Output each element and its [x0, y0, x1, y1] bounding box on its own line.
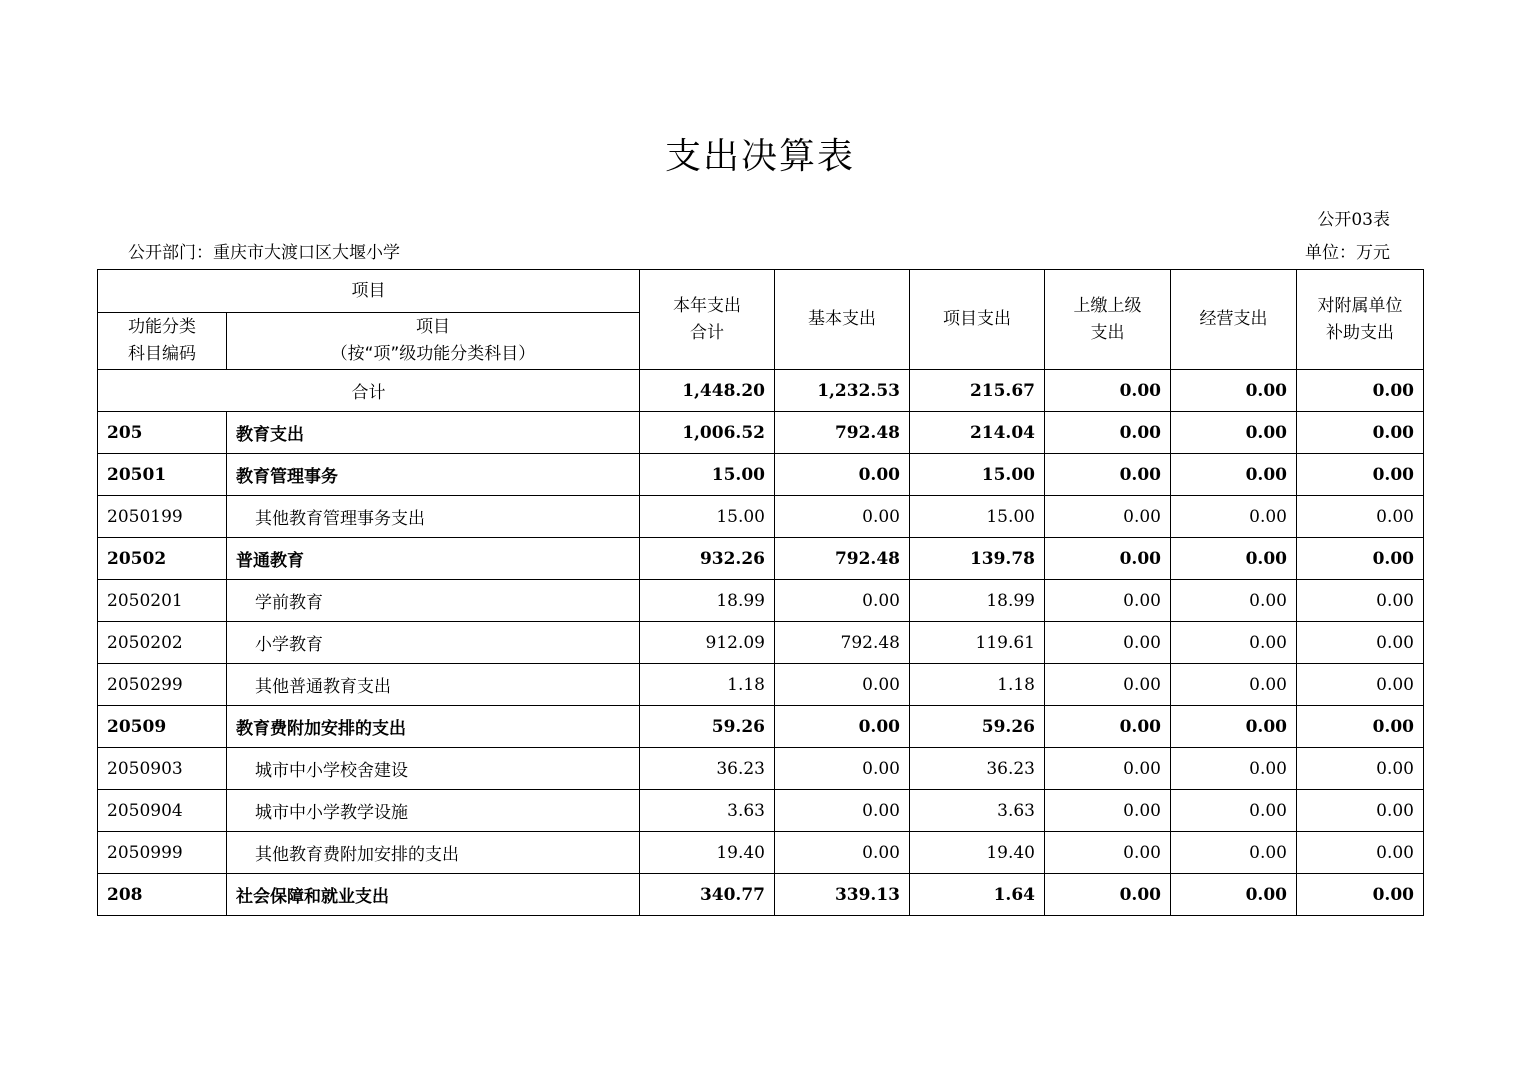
page-title: 支出决算表 [664, 136, 855, 177]
row-value: 0.00 [775, 664, 910, 706]
table-row [98, 832, 1424, 874]
header-item-group: 项目 [98, 270, 640, 313]
table-row [98, 580, 1424, 622]
table-row [98, 538, 1424, 580]
row-value: 0.00 [1045, 538, 1171, 580]
row-value: 3.63 [910, 790, 1045, 832]
table-row [98, 412, 1424, 454]
row-value: 0.00 [1045, 706, 1171, 748]
row-value: 0.00 [775, 832, 910, 874]
row-name: 社会保障和就业支出 [227, 874, 640, 916]
row-value: 0.00 [775, 496, 910, 538]
row-value: 0.00 [1045, 748, 1171, 790]
row-value: 19.40 [640, 832, 775, 874]
row-value: 0.00 [775, 454, 910, 496]
row-value: 0.00 [1045, 874, 1171, 916]
row-code: 20501 [98, 454, 227, 496]
form-number: 公开03表 [1317, 210, 1390, 230]
row-value: 15.00 [910, 496, 1045, 538]
row-value: 0.00 [1171, 412, 1297, 454]
row-value: 0.00 [1297, 538, 1424, 580]
total-row [98, 370, 1424, 412]
table-row [98, 706, 1424, 748]
row-value: 0.00 [775, 706, 910, 748]
row-value: 0.00 [1171, 664, 1297, 706]
total-value: 0.00 [1171, 370, 1297, 412]
row-name: 其他教育费附加安排的支出 [227, 832, 640, 874]
row-value: 792.48 [775, 538, 910, 580]
row-value: 0.00 [1297, 790, 1424, 832]
row-value: 36.23 [910, 748, 1045, 790]
row-value: 0.00 [1297, 748, 1424, 790]
row-value: 18.99 [910, 580, 1045, 622]
row-value: 0.00 [1171, 622, 1297, 664]
row-value: 0.00 [1045, 580, 1171, 622]
row-value: 0.00 [1171, 454, 1297, 496]
row-value: 0.00 [1045, 664, 1171, 706]
row-value: 0.00 [1297, 622, 1424, 664]
row-value: 1.64 [910, 874, 1045, 916]
row-value: 0.00 [1045, 622, 1171, 664]
row-name: 其他普通教育支出 [227, 664, 640, 706]
table-row [98, 790, 1424, 832]
row-value: 0.00 [1297, 664, 1424, 706]
row-value: 0.00 [1045, 832, 1171, 874]
row-code: 2050202 [98, 622, 227, 664]
row-code: 20502 [98, 538, 227, 580]
row-value: 0.00 [1171, 748, 1297, 790]
row-value: 339.13 [775, 874, 910, 916]
row-value: 59.26 [910, 706, 1045, 748]
header-project: 项目支出 [910, 270, 1045, 370]
row-value: 340.77 [640, 874, 775, 916]
row-value: 1,006.52 [640, 412, 775, 454]
row-code: 2050904 [98, 790, 227, 832]
row-code: 2050903 [98, 748, 227, 790]
row-value: 0.00 [1297, 412, 1424, 454]
row-code: 2050199 [98, 496, 227, 538]
row-value: 119.61 [910, 622, 1045, 664]
row-value: 0.00 [1045, 790, 1171, 832]
row-value: 792.48 [775, 622, 910, 664]
header-business: 经营支出 [1171, 270, 1297, 370]
row-value: 19.40 [910, 832, 1045, 874]
row-value: 214.04 [910, 412, 1045, 454]
header-upper: 上缴上级 支出 [1045, 270, 1171, 370]
row-value: 0.00 [1297, 580, 1424, 622]
row-value: 0.00 [1297, 496, 1424, 538]
row-code: 2050201 [98, 580, 227, 622]
row-value: 0.00 [1171, 580, 1297, 622]
row-value: 0.00 [1297, 874, 1424, 916]
row-code: 20509 [98, 706, 227, 748]
row-name: 教育费附加安排的支出 [227, 706, 640, 748]
header-name: 项目 （按“项”级功能分类科目） [227, 313, 640, 370]
row-value: 0.00 [775, 748, 910, 790]
table-row [98, 622, 1424, 664]
row-value: 18.99 [640, 580, 775, 622]
row-value: 0.00 [1171, 874, 1297, 916]
row-value: 0.00 [1045, 454, 1171, 496]
row-name: 城市中小学教学设施 [227, 790, 640, 832]
row-value: 0.00 [1045, 496, 1171, 538]
row-value: 1.18 [640, 664, 775, 706]
row-value: 0.00 [1171, 790, 1297, 832]
table-row [98, 874, 1424, 916]
row-value: 15.00 [910, 454, 1045, 496]
row-value: 59.26 [640, 706, 775, 748]
row-name: 学前教育 [227, 580, 640, 622]
total-value: 0.00 [1045, 370, 1171, 412]
row-value: 912.09 [640, 622, 775, 664]
row-name: 城市中小学校舍建设 [227, 748, 640, 790]
row-value: 0.00 [1045, 412, 1171, 454]
row-value: 0.00 [1297, 454, 1424, 496]
total-value: 1,232.53 [775, 370, 910, 412]
table-row [98, 664, 1424, 706]
row-value: 0.00 [775, 790, 910, 832]
unit-label: 单位：万元 [1305, 243, 1390, 263]
row-name: 教育管理事务 [227, 454, 640, 496]
row-value: 0.00 [1297, 832, 1424, 874]
row-value: 1.18 [910, 664, 1045, 706]
row-value: 15.00 [640, 496, 775, 538]
table-row [98, 496, 1424, 538]
table-row [98, 748, 1424, 790]
total-value: 215.67 [910, 370, 1045, 412]
header-subsidy: 对附属单位 补助支出 [1297, 270, 1424, 370]
row-value: 792.48 [775, 412, 910, 454]
header-code: 功能分类 科目编码 [98, 313, 227, 370]
row-value: 139.78 [910, 538, 1045, 580]
row-value: 0.00 [1297, 706, 1424, 748]
row-code: 205 [98, 412, 227, 454]
header-basic: 基本支出 [775, 270, 910, 370]
row-value: 0.00 [775, 580, 910, 622]
row-value: 15.00 [640, 454, 775, 496]
table-row [98, 454, 1424, 496]
department-label: 公开部门：重庆市大渡口区大堰小学 [128, 243, 400, 263]
row-name: 其他教育管理事务支出 [227, 496, 640, 538]
row-value: 0.00 [1171, 496, 1297, 538]
row-value: 0.00 [1171, 832, 1297, 874]
row-name: 教育支出 [227, 412, 640, 454]
header-total: 本年支出 合计 [640, 270, 775, 370]
total-value: 1,448.20 [640, 370, 775, 412]
row-value: 3.63 [640, 790, 775, 832]
row-name: 小学教育 [227, 622, 640, 664]
row-value: 0.00 [1171, 706, 1297, 748]
row-code: 2050299 [98, 664, 227, 706]
row-value: 0.00 [1171, 538, 1297, 580]
row-value: 36.23 [640, 748, 775, 790]
expenditure-table [97, 269, 1424, 916]
row-value: 932.26 [640, 538, 775, 580]
row-name: 普通教育 [227, 538, 640, 580]
row-code: 2050999 [98, 832, 227, 874]
total-label: 合计 [98, 370, 640, 412]
total-value: 0.00 [1297, 370, 1424, 412]
row-code: 208 [98, 874, 227, 916]
